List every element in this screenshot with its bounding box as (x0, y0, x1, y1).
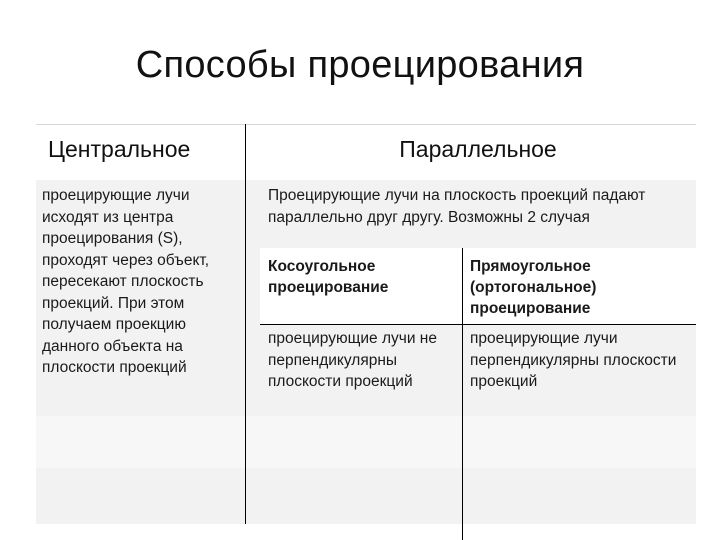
table-row (36, 416, 696, 468)
table-row (36, 468, 696, 524)
column-header-central: Центральное (48, 136, 191, 162)
rectangular-description: проецирующие лучи перпендикулярны плоскости проекций (470, 330, 677, 390)
column-divider (245, 124, 246, 524)
sub-row-divider (260, 324, 696, 325)
sub-header-rectangular: Прямоугольное (ортогональное) проецирование (470, 258, 597, 317)
slide-title: Способы проецирования (135, 44, 585, 86)
column-header-parallel: Параллельное (399, 136, 557, 162)
parallel-description: Проецирующие лучи на плоскость проекций падают параллельно друг другу. Возможны 2 случая (268, 187, 646, 226)
sub-header-oblique: Косоугольное проецирование (268, 258, 389, 296)
sub-column-divider (462, 248, 463, 540)
central-description: проецирующие лучи исходят из центра проецирования (S), проходят через объект, пересекают плоскость проекций. При этом получаем проекцию данного объекта на плоскости проекций (42, 187, 210, 376)
oblique-description: проецирующие лучи не перпендикулярны плоскости проекций (268, 330, 437, 390)
header-top-divider (36, 124, 696, 125)
